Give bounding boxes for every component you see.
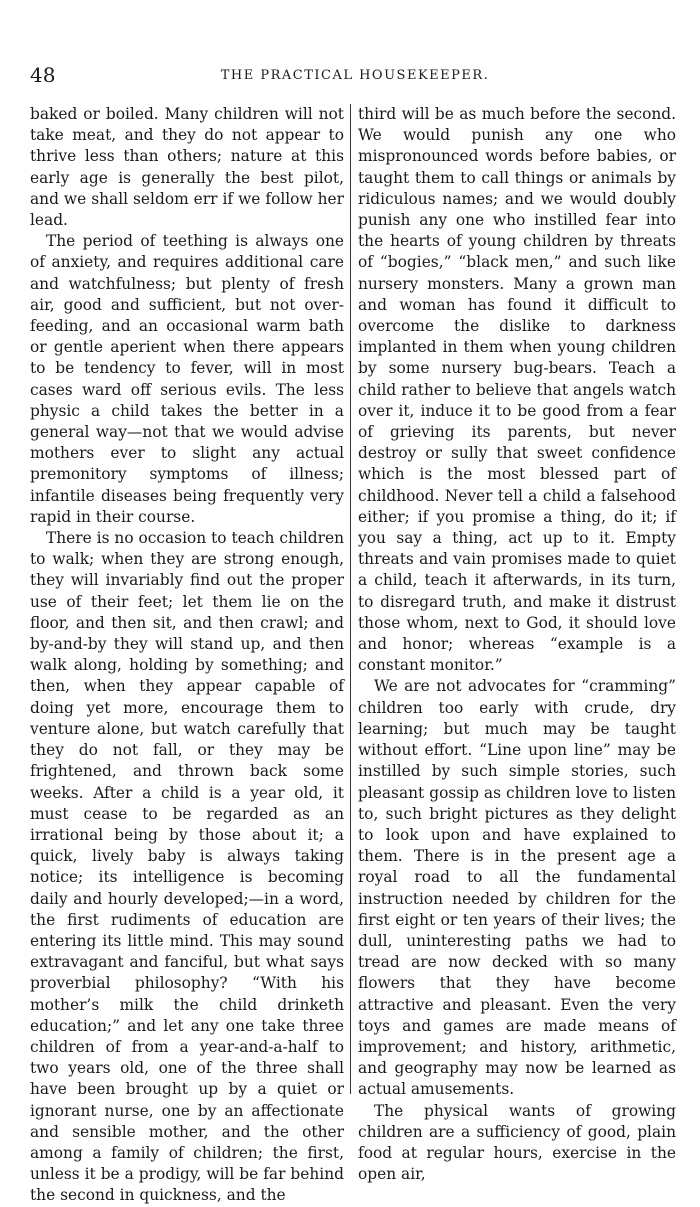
column-divider	[350, 104, 351, 1094]
page-header	[30, 60, 680, 90]
running-head: THE PRACTICAL HOUSEKEEPER.	[220, 68, 490, 83]
paragraph: There is no occasion to teach children to walk; when they are strong enough, they will invariably find out the proper use of their feet; let them lie on the floor, and then sit, and then crawl; and by-and-by they will stand up, and then walk along, holding by something; and then, when they appear capable of doing yet more, encourage them to venture alone, but watch carefully that they do not fall, or they may be frightened, and thrown back some weeks. After a child is a year old, it must cease to be regarded as an irrational being by those about it; a quick, lively baby is always taking notice; its intelligence is becoming daily and hourly developed;—in a word, the first rudiments of education are entering its little mind. This may sound extravagant and fanciful, but what says proverbial philosophy? “With his mother’s milk the child drinketh education;” and let any one take three children of from a year-and-a-half to two years old, one of the three shall have been brought up by a quiet or ignorant nurse, one by an affectionate and sensible mother, and the other among a family of children; the first, unless it be a prodigy, will be far behind the second in quickness, and the	[30, 529, 344, 1205]
paragraph: We are not advocates for “cramming” children too early with crude, dry learning; but much may be taught without effort. “Line upon line” may be instilled by such simple stories, such pleasant gossip as children love to listen to, such bright pictures as they delight to look upon and have explained to them. There is in the present age a royal road to all the fundamental instruction needed by children for the first eight or ten years of their lives; the dull, uninteresting paths we had to tread are now decked with so many flowers that they have become attractive and pleasant. Even the very toys and games are made means of improvement; and history, arithmetic, and geography may now be learned as actual amusements.	[358, 677, 676, 1099]
paragraph: The physical wants of growing children are a sufficiency of good, plain food at regular hours, exercise in the open air,	[358, 1101, 676, 1184]
paragraph: baked or boiled. Many children will not take meat, and they do not appear to thrive less than others; nature at this early age is generally the best pilot, and we shall seldom err if we follow her lead.	[30, 105, 344, 230]
paragraph: The period of teething is always one of anxiety, and requires additional care and watchfulness; but plenty of fresh air, good and sufficient, but not over-feeding, and an occasional warm bath or gentle aperient when there appears to be tendency to fever, will in most cases ward off serious evils. The less physic a child takes the better in a general way—not that we would advise mothers ever to slight any actual premonitory symptoms of illness; infantile diseases being frequently very rapid in their course.	[30, 232, 344, 526]
right-column	[358, 104, 676, 1185]
page-number: 48	[30, 63, 56, 87]
left-column	[30, 104, 344, 1207]
paragraph: third will be as much before the second. We would punish any one who mispronounced words before babies, or taught them to call things or animals by ridiculous names; and we would doubly punish any one who instilled fear into the hearts of young children by threats of “bogies,” “black men,” and such like nursery monsters. Many a grown man and woman has found it difficult to overcome the dislike to darkness implanted in them when young children by some nursery bug-bears. Teach a child rather to believe that angels watch over it, induce it to be good from a fear of grieving its parents, but never destroy or sully that sweet confidence which is the most blessed part of childhood. Never tell a child a falsehood either; if you promise a thing, do it; if you say a thing, act up to it. Empty threats and vain promises made to quiet a child, teach it afterwards, in its turn, to disregard truth, and make it distrust those whom, next to God, it should love and honor; whereas “example is a constant monitor.”	[358, 105, 676, 675]
